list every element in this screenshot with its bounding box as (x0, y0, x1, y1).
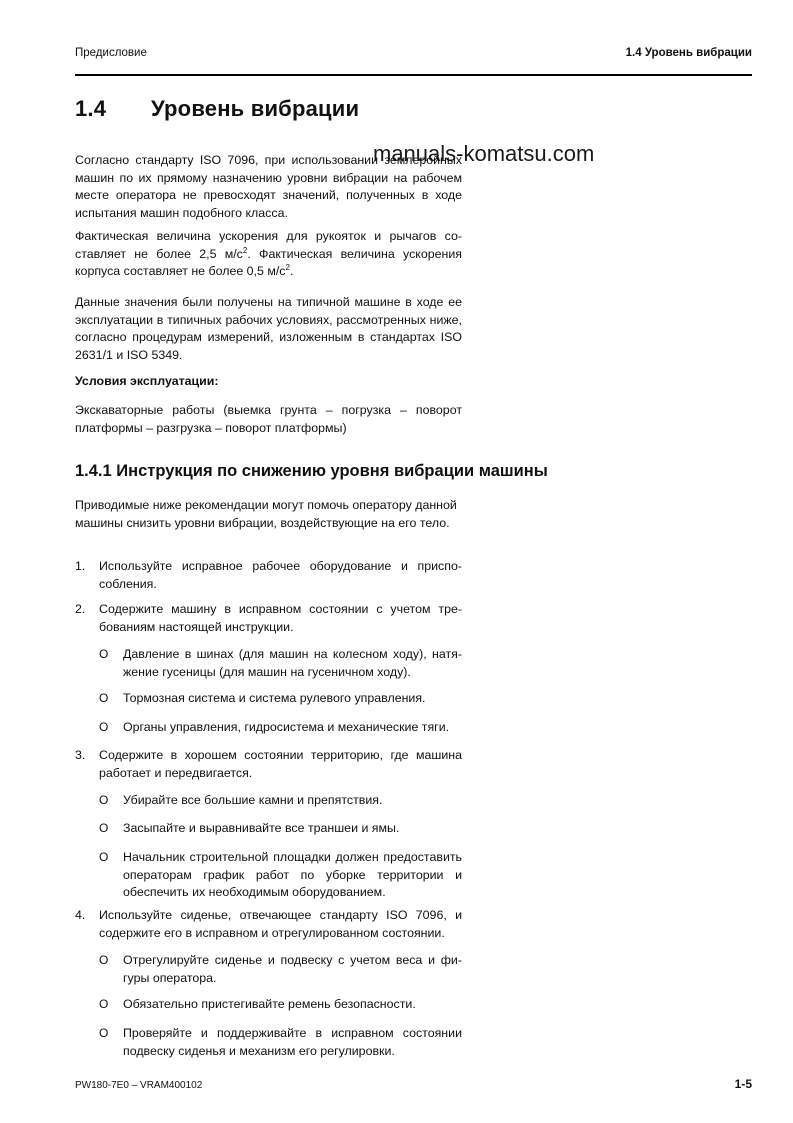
list-number: 2. (75, 602, 86, 616)
sub-item-text: Обязательно пристегивайте ремень безопасности. (123, 997, 416, 1011)
sub-item (99, 646, 462, 681)
superscript: 2 (242, 245, 248, 255)
list-item (75, 558, 462, 593)
sub-item (99, 849, 462, 902)
sub-item-text: Начальник строительной площадки должен предоставить операторам график работ по уборке территории и обеспечить их необходимым оборудованием. (123, 850, 462, 900)
circle-bullet-icon: O (99, 850, 109, 864)
section-heading (75, 96, 359, 122)
sub-item (99, 690, 462, 708)
header-rule (75, 74, 752, 76)
sub-item-text: Отрегулируйте сиденье и подвеску с учетом веса и фигуры оператора. (123, 953, 462, 985)
list-number: 4. (75, 908, 86, 922)
list-item (75, 747, 462, 782)
sub-item (99, 952, 462, 987)
text-run: . Фактическая величина ускорения корпуса составляет не более 0,5 м/с (75, 246, 462, 279)
page-number: 1-5 (734, 1077, 752, 1091)
circle-bullet-icon: O (99, 953, 109, 967)
circle-bullet-icon: O (99, 647, 109, 661)
circle-bullet-icon: O (99, 720, 109, 734)
sub-item (99, 719, 462, 737)
section-number: 1.4 (75, 96, 107, 121)
sub-item-text: Проверяйте и поддерживайте в исправном состоянии подвеску сиденья и механизм его регулировки. (123, 1026, 462, 1058)
list-number: 1. (75, 559, 86, 573)
sub-item (99, 1025, 462, 1060)
circle-bullet-icon: O (99, 997, 109, 1011)
watermark-link[interactable]: manuals-komatsu.com (373, 141, 595, 166)
conditions-text (75, 402, 462, 437)
running-header-left: Предисловие (75, 47, 147, 59)
subsection-heading: 1.4.1 Инструкция по снижению уровня вибрации машины (75, 462, 548, 480)
sub-item-text: Убирайте все большие камни и препятствия. (123, 793, 383, 807)
subsection-intro (75, 497, 462, 532)
circle-bullet-icon: O (99, 793, 109, 807)
sub-item (99, 996, 462, 1014)
sub-item (99, 792, 462, 810)
list-number: 3. (75, 748, 86, 762)
running-header-right: 1.4 Уровень вибрации (625, 47, 752, 59)
circle-bullet-icon: O (99, 1026, 109, 1040)
list-item (75, 907, 462, 942)
list-text: Содержите в хорошем состоянии территорию, где машина работает и передвигается. (99, 748, 462, 780)
list-text: Используйте сиденье, отвечающее стандарту ISO 7096, и содержите его в исправном и отрегулированном состоянии. (99, 908, 462, 940)
paragraph-3 (75, 294, 462, 364)
paragraph-text: Приводимые ниже рекомендации могут помочь оператору данной машины снизить уровни вибрации, воздействующие на его тело. (75, 498, 457, 530)
list-text: Используйте исправное рабочее оборудование и приспособления. (99, 559, 462, 591)
paragraph-1 (75, 152, 462, 222)
text-run: Фактическая величина ускорения для рукояток и рычагов составляет не более 2,5 м/с (75, 229, 462, 261)
paragraph-text: Согласно стандарту ISO 7096, при использовании землеройных машин по их прямому назначению уровни вибрации на рабочем месте оператора не превосходят значений, полученных в ходе испытания машин подобного класса. (75, 153, 462, 220)
sub-item (99, 820, 462, 838)
paragraph-text (75, 228, 462, 281)
conditions-label: Условия эксплуатации: (75, 374, 219, 388)
section-title: Уровень вибрации (151, 96, 360, 121)
paragraph-text: Экскаваторные работы (выемка грунта – погрузка – поворот платформы – разгрузка – поворот платформы) (75, 403, 462, 435)
circle-bullet-icon: O (99, 691, 109, 705)
footer-document-code: PW180-7E0 – VRAM400102 (75, 1080, 203, 1091)
text-run: . (289, 264, 294, 279)
sub-item-text: Тормозная система и система рулевого управления. (123, 691, 426, 705)
sub-item-text: Давление в шинах (для машин на колесном ходу), натяжение гусеницы (для машин на гусеничном ходу). (123, 647, 462, 679)
sub-item-text: Органы управления, гидросистема и механические тяги. (123, 720, 450, 734)
list-text: Содержите машину в исправном состоянии с учетом требованиям настоящей инструкции. (99, 602, 462, 634)
paragraph-2 (75, 228, 462, 281)
sub-item-text: Засыпайте и выравнивайте все траншеи и ямы. (123, 821, 400, 835)
paragraph-text: Данные значения были получены на типичной машине в ходе ее эксплуатации в типичных рабочих условиях, рассмотренных ниже, согласно процедурам измерений, изложенным в стандартах ISO 2631/1 и ISO 5349. (75, 295, 462, 362)
superscript: 2 (285, 263, 290, 273)
list-item (75, 601, 462, 636)
circle-bullet-icon: O (99, 821, 109, 835)
